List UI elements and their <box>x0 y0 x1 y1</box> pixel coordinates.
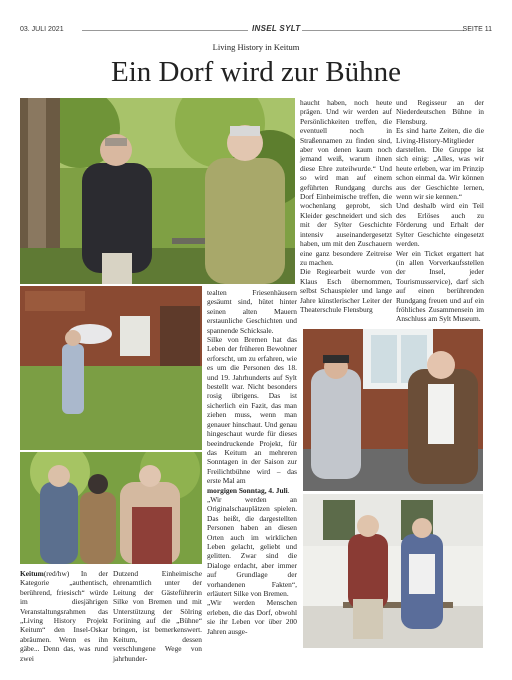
col3-paragraph-2: Die Regiearbeit wurde von Klaus Esch übernommen, selbst Schauspieler und lange Jahre künstlerischer Leiter der Theaterschule Flensburg <box>300 267 392 314</box>
col3-text <box>300 98 392 326</box>
col2-paragraph-4: „Wir werden Menschen erleben, die das Dorf, obwohl sie ihr Leben vor über 200 Jahren ausge- <box>207 598 297 636</box>
photo-couple-bench <box>303 494 483 648</box>
photo-group-women <box>20 452 202 564</box>
issue-date: 03. JULI 2021 <box>20 26 64 33</box>
col2-text: tealten Friesenhäusern gesäumt sind, hütet hinter seinen alten Mauern erstaunliche Geschichten und spannende Schicksale. Silke von Bremen hat das Leben der früheren Bewohner erforscht, um zu erfahren, wie es um die Personen des 18. und 19. Jahrhunderts auf Sylt bestellt war. Nicht besonders rosig übrigens. Das ist sicherlich ein Fazit, das man ziehen muss, wenn man genauer hinschaut. Und genau hingeschaut wurde für dieses beeindruckende Projekt, für das Keitum an mehreren Sonntagen in der Saison zur Freilichtbühne wird – das erste Mal am morgigen Sonntag, 4. Juli. „Wir werden an Originalschauplätzen spielen. Das heißt, die dargestellten Personen haben an diesen Orten auch im wirklichen Leben gelacht, geliebt und gelitten. Zwar sind die Dialoge erdacht, aber immer auf Grundlage der vorhandenen Fakten“, erläutert Silke von Bremen. „Wir werden Menschen erleben, die das Dorf, obwohl sie ihr Leben vor über 200 Jahren ausge- <box>207 288 297 636</box>
col2-paragraph-3: „Wir werden an Originalschauplätzen spielen. Das heißt, die dargestellten Personen haben an diesen Orten auch im wirklichen Leben gelacht, geliebt und gelitten. Zwar sind die Dialoge erdacht, aber immer auf Grundlage der vorhandenen Fakten“, erläutert Silke von Bremen. <box>207 494 297 598</box>
col2-paragraph-1: tealten Friesenhäusern gesäumt sind, hütet hinter seinen alten Mauern erstaunliche Geschichten und spannende Schicksale. <box>207 288 297 335</box>
photo-woman-parasol <box>20 286 202 450</box>
caption-credit: (red/hw) <box>43 569 70 578</box>
page-number: SEITE 11 <box>462 26 492 33</box>
col2-bottom-text <box>113 569 202 665</box>
col4-paragraph-2: Es sind harte Zeiten, die die Living-History-Mitglieder darstellen. Die Gruppe ist sich einig: „Alles, was wir heute erleben, war im Prinzip schon einmal da. Wir können aus der Geschichte lernen, wenn wir sie kennen.“ <box>396 126 484 202</box>
article-headline: Ein Dorf wird zur Bühne <box>111 56 401 88</box>
photo-two-men-trees <box>20 98 295 284</box>
col2-bottom-body: Dutzend Einheimische ehrenamtlich unter der Leitung der Gästeführerin Silke von Bremen und mit Unterstützung der Sölring Foriining auf die „Bühne“ bringen, ist bemerkenswert. Keitum, dessen verschlungene Wege von jahrhunder- <box>113 569 202 663</box>
header-rule-right <box>302 30 464 31</box>
caption-location: Keitum <box>20 569 44 578</box>
header-rule-left <box>82 30 248 31</box>
publication-name: INSEL SYLT <box>252 24 301 33</box>
col1-text <box>20 569 108 665</box>
photo-seated-conversation <box>303 329 483 491</box>
article-kicker: Living History in Keitum <box>212 42 300 52</box>
col3-paragraph-1: haucht haben, noch heute prägen. Und wir werden auf Persönlichkeiten treffen, die eventuell noch in Straßennamen zu finden sind, aber von denen kaum noch jemand weiß, warum ihnen diese Ehre zuteilwurde.“ Und so wird man auf einem geführten Rundgang durchs Dorf Einheimische treffen, die wochenlang geprobt, sich Kleider geschneidert und sich mit der Sylter Geschichte intensiv auseinandergesetzt haben, um mit den Zuschauern eine ganz besondere Zeitreise zu machen. <box>300 98 392 267</box>
col1-body: In der Kategorie „authentisch, berührend, friesisch“ würde im diesjährigen Veranstaltungsrahmen das „Living History Projekt Keitum“ den Insel-Oskar abräumen. Wenn es ihn gäbe... Denn das, was rund zwei <box>20 569 108 663</box>
col2-event-date: morgigen Sonntag, 4. Juli <box>207 485 288 495</box>
col2-paragraph-2: Silke von Bremen hat das Leben der früheren Bewohner erforscht, um zu erfahren, wie es um die Personen des 18. und 19. Jahrhunderts auf Sylt bestellt war. Nicht besonders rosig übrigens. Das ist sicherlich ein Fazit, das man ziehen muss, wenn man genauer hinschaut. Und genau hingeschaut wurde für dieses beeindruckende Projekt, für das Keitum an mehreren Sonntagen in der Saison zur Freilichtbühne wird – das erste Mal am <box>207 335 297 486</box>
col4-paragraph-4: Wer ein Ticket ergattert hat (in allen Vorverkaufsstellen der Insel, jeder Tourismusservice), darf sich auf einen berührenden Rundgang freuen und auf ein fröhliches Zusammensein im Anschluss am Sylt Museum. <box>396 248 484 324</box>
page-header <box>20 24 492 36</box>
col4-paragraph-3: Und deshalb wird ein Teil des Erlöses auch zu Förderung und Erhalt der Sylter Geschichte eingesetzt werden. <box>396 201 484 249</box>
col4-paragraph-1: und Regisseur an der Niederdeutschen Bühne in Flensburg. <box>396 98 484 126</box>
col4-text <box>396 98 484 326</box>
